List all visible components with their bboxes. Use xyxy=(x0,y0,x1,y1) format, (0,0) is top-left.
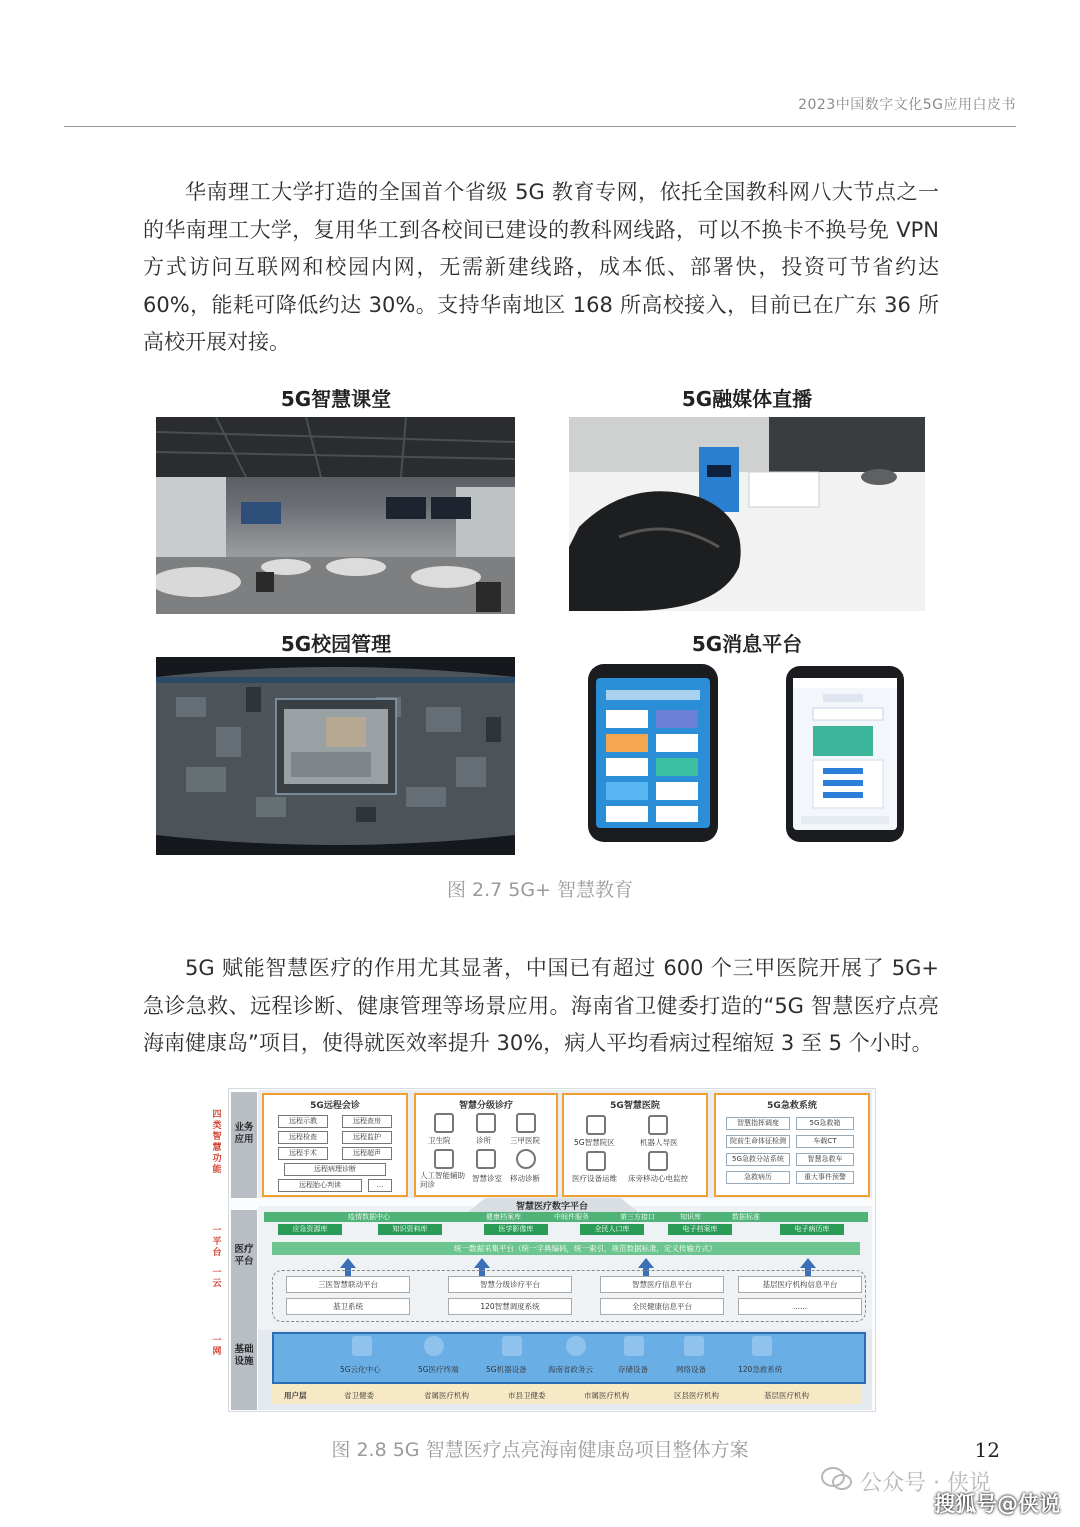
app-item: 远程超声 xyxy=(342,1147,392,1160)
phone-icon xyxy=(752,1336,772,1356)
app-box-tiered-care xyxy=(414,1093,558,1197)
gear-icon xyxy=(424,1336,444,1356)
cloud-center-icon xyxy=(352,1336,372,1356)
app-item: 人工智能辅助问诊 xyxy=(420,1171,465,1189)
platform-box: 三医智慧联动平台 xyxy=(286,1276,410,1293)
app-box-remote-consult xyxy=(262,1093,408,1197)
gov-cloud-icon xyxy=(566,1336,586,1356)
page-number: 12 xyxy=(974,1438,1000,1462)
figure-caption-education: 图 2.7 5G+ 智慧教育 xyxy=(446,879,634,901)
infra-item: 5G机器设备 xyxy=(486,1365,527,1374)
infra-item: 120急救系统 xyxy=(738,1365,783,1374)
android-icon xyxy=(502,1336,522,1356)
row-label-infra: 基础设施 xyxy=(231,1330,257,1410)
wechat-icon xyxy=(820,1466,854,1498)
photo-media-broadcast xyxy=(569,417,925,611)
app-item: 远程手术 xyxy=(278,1147,328,1160)
ecg-monitor-icon xyxy=(648,1151,668,1171)
user-item: 省卫健委 xyxy=(344,1391,374,1400)
platform-box: 全民健康信息平台 xyxy=(600,1298,724,1315)
infra-item: 网络设备 xyxy=(676,1365,706,1374)
app-item: 远程查房 xyxy=(342,1115,392,1128)
app-item: 智慧指挥调度 xyxy=(726,1117,790,1130)
up-arrow-icon xyxy=(340,1258,356,1268)
mobile-diagnosis-icon xyxy=(516,1149,536,1169)
platform-library: 全民人口库 xyxy=(580,1224,644,1235)
platform-library: 电子病历库 xyxy=(780,1224,844,1235)
wechat-logo xyxy=(820,1466,854,1492)
photo-smart-classroom xyxy=(156,417,515,614)
user-item: 市属医疗机构 xyxy=(584,1391,629,1400)
app-item: 远程监护 xyxy=(342,1131,392,1144)
ai-gear-icon xyxy=(434,1149,454,1169)
watermark-sohu: 搜狐号@侠说 xyxy=(934,1492,1060,1516)
phone-right-chat xyxy=(793,678,897,830)
clinic-icon xyxy=(434,1113,454,1133)
app-title-remote-consult: 5G远程会诊 xyxy=(310,1101,360,1111)
app-box-emergency xyxy=(714,1093,870,1197)
app-item: 远程胎心判读 xyxy=(278,1179,362,1192)
infra-item: 存储设备 xyxy=(618,1365,648,1374)
panel-title-message: 5G消息平台 xyxy=(691,632,803,656)
unified-data-collection-bar: 统一数据采集平台（统一字典编码，统一索引，规范数据标准，定义传输方式） xyxy=(272,1242,860,1255)
ribbon-one-cloud: 一云 xyxy=(212,1268,222,1289)
phone-screen-right xyxy=(793,678,897,830)
up-arrow-icon xyxy=(800,1258,816,1268)
app-item: 智慧诊室 xyxy=(472,1174,502,1183)
up-arrow-icon xyxy=(474,1258,490,1268)
ribbon-four-functions: 四类智慧功能 xyxy=(212,1110,222,1175)
row-label-platform: 医疗平台 xyxy=(231,1210,257,1330)
platform-library: 知识资料库 xyxy=(378,1224,442,1235)
paragraph-5g-education: 华南理工大学打造的全国首个省级 5G 教育专网，依托全国教科网八大节点之一的华南理工大学，复用华工到各校间已建设的教科网线路，可以不换卡不换号免 VPN 方式访问互联网和校园内网，无需新建线路，成本低、部署快，投资可节省约达 60%，能耗可降低约达 30%。支持华南地区 168 所高校接入，目前已在广东 36 所高校开展对接。 xyxy=(143,180,939,354)
storage-icon xyxy=(624,1336,644,1356)
user-item: 市县卫健委 xyxy=(508,1391,546,1400)
figure-caption-healthcare: 图 2.8 5G 智慧医疗点亮海南健康岛项目整体方案 xyxy=(331,1439,749,1461)
hospital-icon xyxy=(516,1113,536,1133)
first-aid-icon xyxy=(476,1113,496,1133)
platform-library: 医学影像库 xyxy=(484,1224,548,1235)
app-item: 医疗设备运维 xyxy=(572,1174,617,1183)
row-label-business: 业务应用 xyxy=(231,1092,257,1198)
user-item: 省属医疗机构 xyxy=(424,1391,469,1400)
platform-tag: 健康档案库 xyxy=(486,1213,521,1221)
user-item: 区县医疗机构 xyxy=(674,1391,719,1400)
photo-campus-management xyxy=(156,657,515,855)
up-arrow-icon xyxy=(638,1258,654,1268)
app-item: 卫生院 xyxy=(428,1136,451,1145)
app-item: 5G急救箱 xyxy=(796,1117,854,1130)
platform-title: 智慧医疗数字平台 xyxy=(516,1202,589,1212)
platform-box: 基层医疗机构信息平台 xyxy=(738,1276,862,1293)
running-header: 2023中国数字文化5G应用白皮书 xyxy=(798,97,1016,113)
app-item: 诊所 xyxy=(476,1136,491,1145)
doctor-icon xyxy=(476,1149,496,1169)
media-illustration xyxy=(569,417,925,611)
ribbon-one-platform: 一平台 xyxy=(212,1226,222,1258)
app-item: 移动诊断 xyxy=(510,1174,540,1183)
app-item: 5G急救分站系统 xyxy=(726,1153,790,1166)
panel-title-media: 5G融媒体直播 xyxy=(681,387,813,411)
phone-left-tiles xyxy=(596,678,710,828)
platform-tag: 第三方接口 xyxy=(620,1213,655,1221)
diagram-hainan-health-island xyxy=(212,1088,876,1412)
platform-tag: 疫情数据中心 xyxy=(348,1213,390,1221)
app-title-smart-hospital: 5G智慧医院 xyxy=(610,1101,660,1111)
app-item: 床旁移动心电监控 xyxy=(628,1174,688,1183)
infra-item: 5G云化中心 xyxy=(340,1365,381,1374)
app-title-tiered-care: 智慧分级诊疗 xyxy=(458,1101,513,1111)
watermark-wechat: 公众号 · 侠说 xyxy=(860,1471,991,1496)
paragraph-5g-healthcare: 5G 赋能智慧医疗的作用尤其显著，中国已有超过 600 个三甲医院开展了 5G+ 急诊急救、远程诊断、健康管理等场景应用。海南省卫健委打造的“5G 智慧医疗点亮海南健康岛”项目，使得就医效率提升 30%，病人平均看病过程缩短 3 至 5 个小时。 xyxy=(143,956,939,1055)
app-item: 5G智慧院区 xyxy=(574,1138,615,1147)
platform-box: 基卫系统 xyxy=(286,1298,410,1315)
infra-item: 海南省政务云 xyxy=(548,1365,593,1374)
platform-box: 智慧分级诊疗平台 xyxy=(448,1276,572,1293)
app-item: 车载CT xyxy=(796,1135,854,1148)
platform-box: ...... xyxy=(738,1298,862,1315)
app-item: 重大事件预警 xyxy=(796,1171,854,1184)
user-layer-label: 用户层 xyxy=(284,1391,307,1400)
wrench-icon xyxy=(586,1151,606,1171)
platform-tag: 知识库 xyxy=(680,1213,701,1221)
platform-tag: 数据标准 xyxy=(732,1213,760,1221)
app-item: ... xyxy=(368,1179,392,1192)
app-item: 机器人导医 xyxy=(640,1138,678,1147)
app-item: 远程检查 xyxy=(278,1131,328,1144)
platform-library: 应急资源库 xyxy=(278,1224,342,1235)
classroom-illustration xyxy=(156,417,515,614)
app-item: 三甲医院 xyxy=(510,1136,540,1145)
panel-title-campus: 5G校园管理 xyxy=(280,632,392,656)
app-box-smart-hospital xyxy=(562,1093,708,1197)
app-title-emergency: 5G急救系统 xyxy=(767,1101,817,1111)
platform-library: 电子档案库 xyxy=(668,1224,732,1235)
campus-illustration xyxy=(156,657,515,855)
platform-box: 120智慧调度系统 xyxy=(448,1298,572,1315)
phone-screen-left xyxy=(596,678,710,828)
phone-mockup-left xyxy=(588,664,718,842)
robot-icon xyxy=(648,1115,668,1135)
network-icon xyxy=(684,1336,704,1356)
header-rule xyxy=(64,126,1016,127)
infra-item: 5G医疗终端 xyxy=(418,1365,459,1374)
app-item: 远程病理诊断 xyxy=(284,1163,386,1176)
platform-tag: 中间件服务 xyxy=(554,1213,589,1221)
app-item: 院前生命体征检测 xyxy=(726,1135,790,1148)
platform-box: 智慧医疗信息平台 xyxy=(600,1276,724,1293)
building-icon xyxy=(586,1115,606,1135)
app-item: 远程示教 xyxy=(278,1115,328,1128)
phone-mockup-right xyxy=(786,666,904,842)
user-item: 基层医疗机构 xyxy=(764,1391,809,1400)
ribbon-one-network: 一网 xyxy=(212,1336,222,1357)
app-item: 智慧急救车 xyxy=(796,1153,854,1166)
app-item: 急救病历 xyxy=(726,1171,790,1184)
panel-title-classroom: 5G智慧课堂 xyxy=(280,387,392,411)
